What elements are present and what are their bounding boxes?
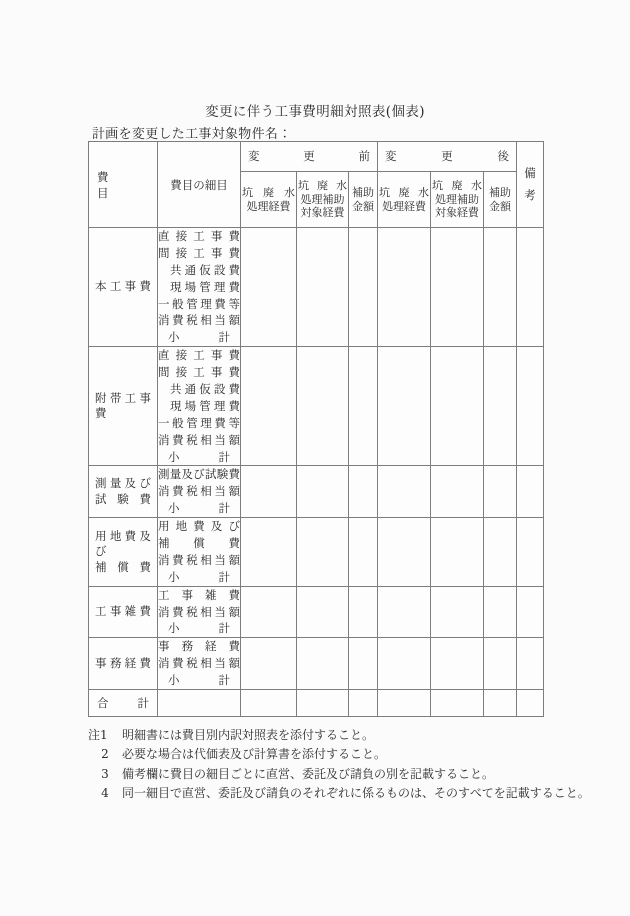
header-cell-line: 坑廃水 <box>379 186 430 200</box>
total-value-cell-remark[interactable] <box>517 690 544 717</box>
value-cell-after-mine-water-cost[interactable] <box>378 638 431 690</box>
header-after-mine-water-cost <box>378 172 431 228</box>
header-cell-line: 補助 <box>489 186 512 200</box>
table-header <box>89 142 544 228</box>
value-cell-before-subsidy-amount[interactable] <box>349 586 378 638</box>
cost-detail-item: 共通仮設費 <box>170 382 240 397</box>
table-row <box>89 586 544 638</box>
value-cell-before-mine-water-cost[interactable] <box>241 347 297 466</box>
cost-item-cell <box>89 638 158 690</box>
cost-detail-item: 消費税相当額 <box>158 604 240 619</box>
cost-detail-item: 用地費及び <box>158 519 240 534</box>
value-cell-before-subsidy-amount[interactable] <box>349 466 378 518</box>
value-cell-after-subsidy-amount[interactable] <box>484 347 517 466</box>
cost-item-label: 用地費及び <box>95 528 151 559</box>
header-item-column <box>89 142 158 228</box>
cost-item-cell <box>89 466 158 518</box>
footnote-item <box>88 784 588 803</box>
header-cell-line: 処理経費 <box>246 199 291 213</box>
value-cell-remark[interactable] <box>517 347 544 466</box>
cost-item-label: 本工事費 <box>95 279 151 294</box>
header-cell-line: 金額 <box>489 199 512 213</box>
total-value-cell-before-subsidy-target-cost[interactable] <box>297 690 349 717</box>
value-cell-after-subsidy-target-cost[interactable] <box>431 228 484 347</box>
header-cell-line: 坑廃水 <box>298 179 347 193</box>
cost-detail-cell <box>158 466 241 518</box>
table-row-total <box>89 690 544 717</box>
value-cell-remark[interactable] <box>517 228 544 347</box>
value-cell-after-subsidy-target-cost[interactable] <box>431 586 484 638</box>
footnote-number: 4 <box>101 786 109 801</box>
cost-item-cell <box>89 518 158 587</box>
header-cell-line: 坑廃水 <box>432 179 483 193</box>
value-cell-remark[interactable] <box>517 638 544 690</box>
value-cell-after-mine-water-cost[interactable] <box>378 347 431 466</box>
cost-detail-item: 工事雑費 <box>158 587 240 602</box>
header-after-group <box>378 142 517 172</box>
value-cell-before-subsidy-target-cost[interactable] <box>297 228 349 347</box>
header-item-label: 費 目 <box>97 169 143 200</box>
header-detail-label: 費目の細目 <box>170 177 228 192</box>
value-cell-after-subsidy-amount[interactable] <box>484 518 517 587</box>
footnote-text: 備考欄に費目の細目ごとに直営、委託及び請負の別を記載すること。 <box>122 766 495 781</box>
table-row <box>89 228 544 347</box>
header-remark-line1: 備 <box>524 165 536 180</box>
value-cell-after-subsidy-target-cost[interactable] <box>431 466 484 518</box>
cost-detail-item: 補償費 <box>158 536 240 551</box>
total-label-cell <box>89 690 158 717</box>
header-cell-line: 対象経費 <box>300 206 345 220</box>
cost-detail-cell <box>158 518 241 587</box>
cost-detail-item: 消費税相当額 <box>158 432 240 447</box>
total-value-cell-before-mine-water-cost[interactable] <box>241 690 297 717</box>
cost-detail-item: 消費税相当額 <box>158 552 240 567</box>
header-cell-line: 対象経費 <box>435 206 480 220</box>
cost-detail-item: 小 計 <box>168 673 230 688</box>
cost-detail-cell <box>158 586 241 638</box>
value-cell-before-mine-water-cost[interactable] <box>241 586 297 638</box>
cost-detail-item: 小 計 <box>168 449 230 464</box>
value-cell-after-mine-water-cost[interactable] <box>378 518 431 587</box>
header-row-group <box>89 142 544 172</box>
cost-detail-item: 一般管理費等 <box>158 415 240 430</box>
header-after-subsidy-target-cost <box>431 172 484 228</box>
header-cell-line: 補助 <box>352 186 374 200</box>
value-cell-before-subsidy-target-cost[interactable] <box>297 586 349 638</box>
cost-item-label: 附帯工事費 <box>95 390 151 421</box>
header-before-mine-water-cost <box>241 172 297 228</box>
cost-detail-item: 直接工事費 <box>158 348 240 363</box>
table-row <box>89 347 544 466</box>
cost-detail-item: 小 計 <box>168 330 230 345</box>
footnote-text: 必要な場合は代価表及び計算書を添付すること。 <box>122 747 387 762</box>
value-cell-remark[interactable] <box>517 466 544 518</box>
cost-item-cell <box>89 586 158 638</box>
footnote-marker: 注1 <box>88 728 108 742</box>
total-value-cell-after-subsidy-amount[interactable] <box>484 690 517 717</box>
value-cell-before-subsidy-amount[interactable] <box>349 228 378 347</box>
total-value-cell-before-subsidy-amount[interactable] <box>349 690 378 717</box>
value-cell-after-mine-water-cost[interactable] <box>378 586 431 638</box>
header-before-subsidy-target-cost <box>297 172 349 228</box>
footnote-item <box>88 745 588 764</box>
header-detail-column <box>158 142 241 228</box>
cost-detail-item: 現場管理費 <box>170 398 240 413</box>
table-row <box>89 638 544 690</box>
cost-detail-item: 小 計 <box>168 501 230 516</box>
table-row <box>89 518 544 587</box>
header-remark-line2: 考 <box>524 187 536 202</box>
cost-detail-item: 現場管理費 <box>170 279 240 294</box>
subject-object-name-label: 計画を変更した工事対象物件名： <box>92 127 292 142</box>
value-cell-after-subsidy-amount[interactable] <box>484 638 517 690</box>
value-cell-after-mine-water-cost[interactable] <box>378 466 431 518</box>
value-cell-remark[interactable] <box>517 518 544 587</box>
header-cell-line: 金額 <box>352 199 374 213</box>
cost-detail-item: 間接工事費 <box>158 245 240 260</box>
cost-detail-item: 間接工事費 <box>158 365 240 380</box>
cost-item-cell <box>89 228 158 347</box>
footnote-text: 同一細目で直営、委託及び請負のそれぞれに係るものは、そのすべてを記載すること。 <box>122 786 590 801</box>
cost-item-label: 測量及び <box>95 476 151 491</box>
value-cell-before-mine-water-cost[interactable] <box>241 228 297 347</box>
total-label: 合 計 <box>97 696 149 711</box>
cost-item-label: 事務経費 <box>95 655 151 670</box>
value-cell-before-subsidy-target-cost[interactable] <box>297 466 349 518</box>
footnote-number: 2 <box>101 747 109 762</box>
value-cell-before-subsidy-amount[interactable] <box>349 638 378 690</box>
header-before-label: 変 更 前 <box>248 149 371 164</box>
value-cell-before-subsidy-amount[interactable] <box>349 518 378 587</box>
cost-detail-item: 消費税相当額 <box>158 313 240 328</box>
value-cell-before-subsidy-target-cost[interactable] <box>297 518 349 587</box>
table-row <box>89 466 544 518</box>
footnotes <box>88 726 588 804</box>
value-cell-before-subsidy-target-cost[interactable] <box>297 638 349 690</box>
footnote-text: 明細書には費目別内訳対照表を添付すること。 <box>122 728 375 742</box>
header-before-group <box>241 142 378 172</box>
footnote-number: 3 <box>101 766 109 781</box>
value-cell-before-subsidy-target-cost[interactable] <box>297 347 349 466</box>
cost-detail-item: 小 計 <box>168 569 230 584</box>
cost-item-label: 試験費 <box>95 491 151 506</box>
value-cell-after-subsidy-target-cost[interactable] <box>431 518 484 587</box>
header-after-subsidy-amount <box>484 172 517 228</box>
cost-item-label: 工事雑費 <box>95 604 151 619</box>
total-value-cell-after-subsidy-target-cost[interactable] <box>431 690 484 717</box>
value-cell-before-subsidy-amount[interactable] <box>349 347 378 466</box>
value-cell-after-subsidy-target-cost[interactable] <box>431 347 484 466</box>
value-cell-remark[interactable] <box>517 586 544 638</box>
cost-detail-item: 小 計 <box>168 621 230 636</box>
value-cell-after-mine-water-cost[interactable] <box>378 228 431 347</box>
page-title: 変更に伴う工事費明細対照表(個表) <box>205 104 425 120</box>
footnote-item <box>88 765 588 784</box>
value-cell-after-subsidy-amount[interactable] <box>484 228 517 347</box>
cost-detail-item: 消費税相当額 <box>158 656 240 671</box>
value-cell-after-subsidy-amount[interactable] <box>484 466 517 518</box>
header-cell-line: 処理経費 <box>382 199 427 213</box>
cost-detail-item: 共通仮設費 <box>170 262 240 277</box>
header-cell-line: 坑廃水 <box>242 186 295 200</box>
header-cell-line: 処理補助 <box>435 192 480 206</box>
cost-detail-cell <box>158 228 241 347</box>
cost-detail-item: 事務経費 <box>158 639 240 654</box>
header-after-label: 変 更 後 <box>385 149 510 164</box>
cost-detail-item: 測量及び試験費 <box>158 467 240 482</box>
cost-item-label: 補償費 <box>95 559 151 574</box>
table-body <box>89 228 544 717</box>
cost-comparison-table <box>88 141 544 717</box>
cost-detail-cell <box>158 638 241 690</box>
cost-detail-item: 直接工事費 <box>158 229 240 243</box>
footnote-item <box>88 726 588 745</box>
value-cell-before-mine-water-cost[interactable] <box>241 518 297 587</box>
total-value-cell-detail[interactable] <box>158 690 241 717</box>
header-remark-column <box>517 142 544 228</box>
value-cell-after-subsidy-amount[interactable] <box>484 586 517 638</box>
header-cell-line: 処理補助 <box>300 192 345 206</box>
cost-detail-item: 一般管理費等 <box>158 296 240 311</box>
value-cell-before-mine-water-cost[interactable] <box>241 466 297 518</box>
header-before-subsidy-amount <box>349 172 378 228</box>
cost-detail-cell <box>158 347 241 466</box>
total-value-cell-after-mine-water-cost[interactable] <box>378 690 431 717</box>
cost-item-cell <box>89 347 158 466</box>
value-cell-after-subsidy-target-cost[interactable] <box>431 638 484 690</box>
value-cell-before-mine-water-cost[interactable] <box>241 638 297 690</box>
cost-detail-item: 消費税相当額 <box>158 484 240 499</box>
